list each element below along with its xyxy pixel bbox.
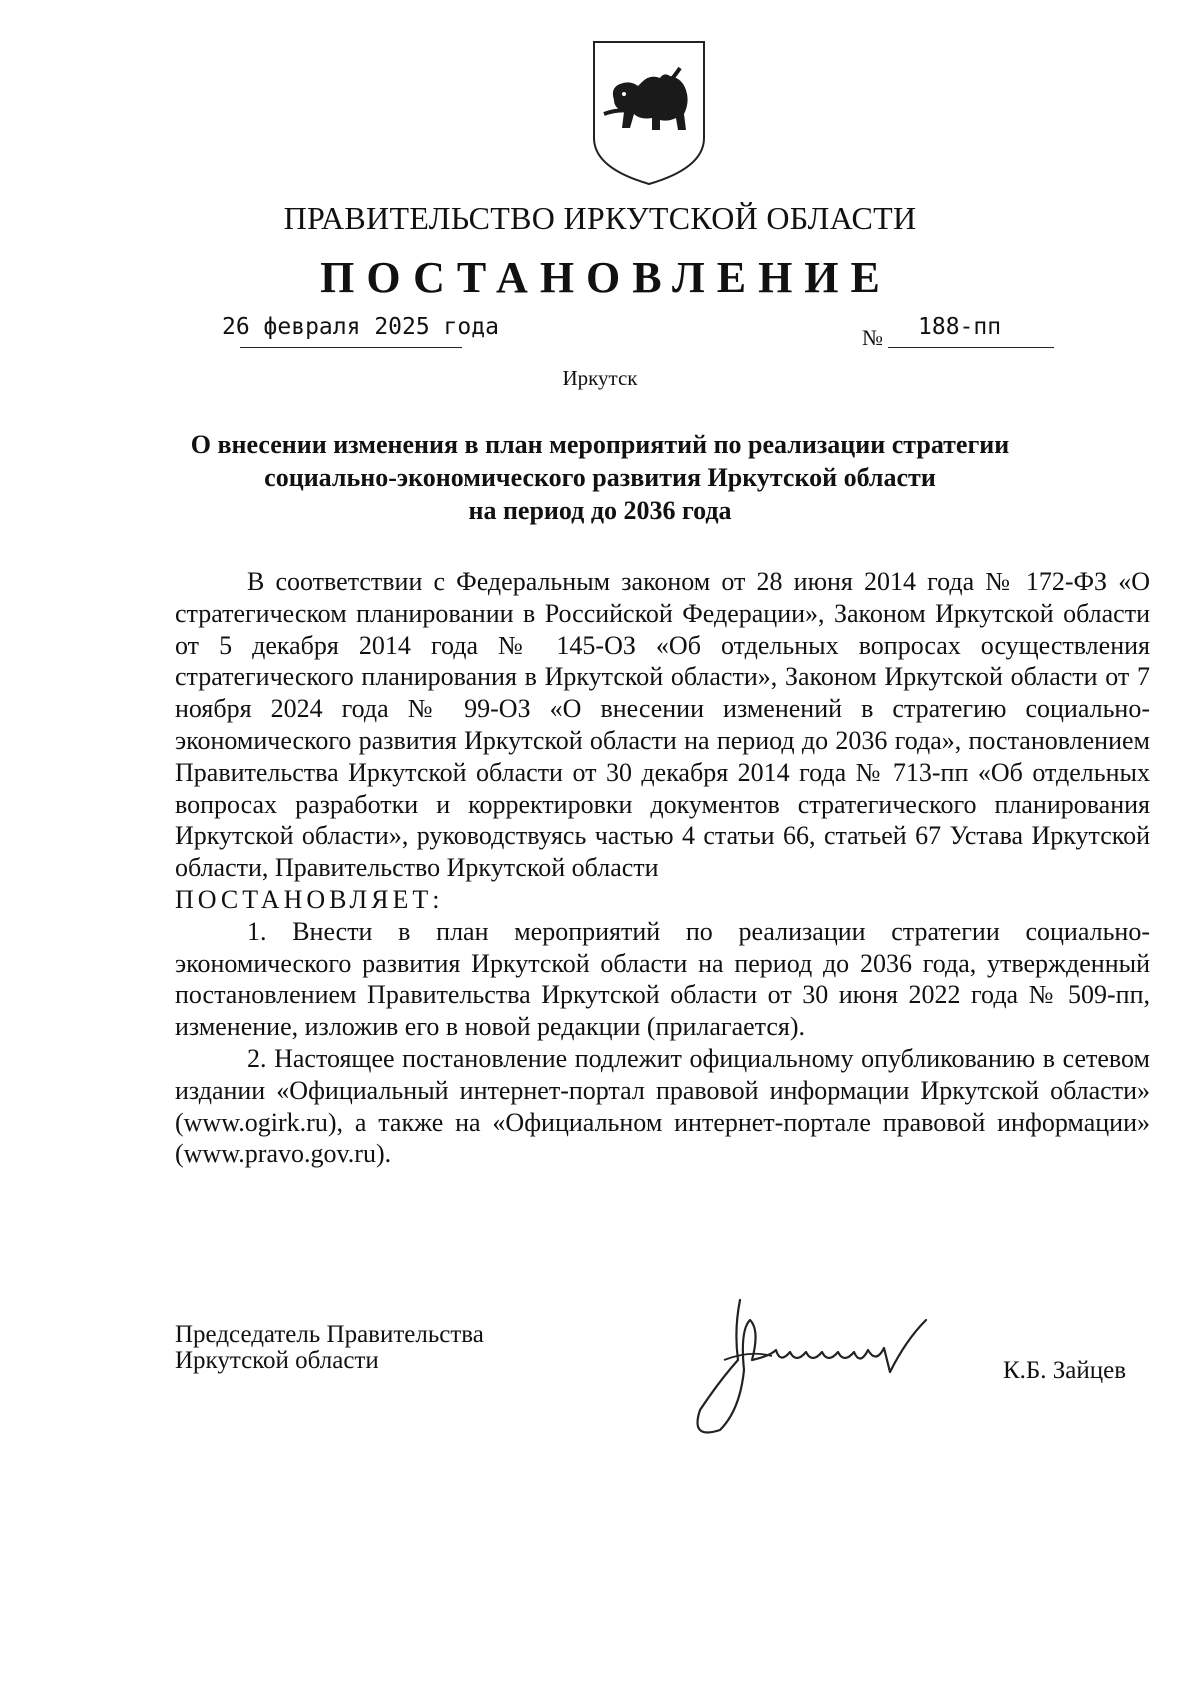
handwritten-signature [680, 1290, 980, 1450]
city-name: Иркутск [562, 366, 638, 390]
document-type-title: ПОСТАНОВЛЕНИЕ [320, 253, 892, 302]
item-1-paragraph: 1. Внести в план мероприятий по реализации стратегии социально-экономического развития Иркутской области на период до 2036 года, утвержденный постановлением Правительства Иркутской области от 30 июня 2022 года № 509-пп, изменение, изложив его в новой редакции (прилагается). [175, 916, 1150, 1042]
coat-of-arms-icon [590, 38, 708, 188]
government-name: ПРАВИТЕЛЬСТВО ИРКУТСКОЙ ОБЛАСТИ [283, 200, 917, 236]
number-underline [888, 347, 1054, 348]
document-subject [100, 428, 1100, 527]
number-sign: № [862, 325, 883, 350]
item-2-paragraph: 2. Настоящее постановление подлежит официальному опубликованию в сетевом издании «Официальный интернет-портал правовой информации Иркутской области» (www.ogirk.ru), а также на «Официальном интернет-портале правовой информации» (www.pravo.gov.ru). [175, 1043, 1150, 1169]
document-date: 26 февраля 2025 года [222, 314, 499, 340]
position-line: Иркутской области [175, 1347, 379, 1374]
date-underline [240, 347, 462, 348]
position-line: Председатель Правительства [175, 1321, 484, 1348]
subject-line: социально-экономического развития Иркутской области [264, 463, 936, 492]
signatory-name: К.Б. Зайцев [1003, 1357, 1127, 1384]
subject-line: на период до 2036 года [468, 496, 732, 525]
document-number: 188-пп [918, 314, 1002, 340]
preamble-paragraph: В соответствии с Федеральным законом от 28 июня 2014 года № 172-ФЗ «О стратегическом планировании в Российской Федерации», Законом Иркутской области от 5 декабря 2014 года № 145-ОЗ «Об отдельных вопросах осуществления стратегического планирования в Иркутской области», Законом Иркутской области от 7 ноября 2024 года № 99-ОЗ «О внесении изменений в стратегию социально-экономического развития Иркутской области на период до 2036 года», постановлением Правительства Иркутской области от 30 декабря 2014 года № 713-пп «Об отдельных вопросах разработки и корректировки документов стратегического планирования Иркутской области», руководствуясь частью 4 статьи 66, статьей 67 Устава Иркутской области, Правительство Иркутской области [175, 567, 1150, 883]
document-body [175, 566, 1150, 1170]
subject-line: О внесении изменения в план мероприятий по реализации стратегии [190, 430, 1010, 459]
signatory-position [175, 1322, 484, 1374]
decree-word: ПОСТАНОВЛЯЕТ: [175, 884, 444, 914]
